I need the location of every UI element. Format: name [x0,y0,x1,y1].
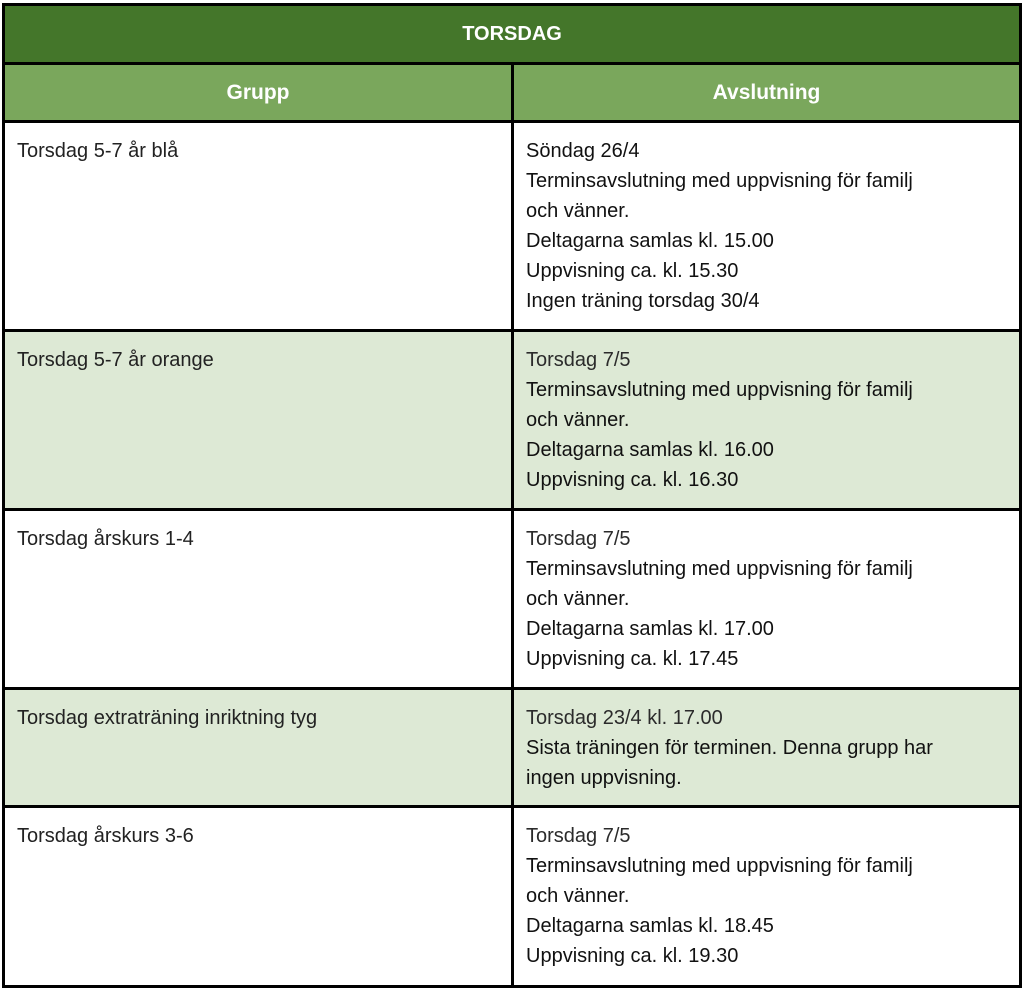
ending-line: och vänner. [526,200,630,222]
group-name: Torsdag extraträning inriktning tyg [17,707,318,729]
ending-line: Terminsavslutning med uppvisning för familj [526,170,913,192]
ending-line: Uppvisning ca. kl. 17.45 [526,648,739,670]
ending-line: och vänner. [526,885,630,907]
table-row [4,122,1021,331]
group-name: Torsdag 5-7 år orange [17,349,214,371]
group-name: Torsdag 5-7 år blå [17,140,179,162]
ending-line: Terminsavslutning med uppvisning för familj [526,379,913,401]
ending-cell [513,689,1021,807]
ending-line: Terminsavslutning med uppvisning för familj [526,558,913,580]
ending-line: Deltagarna samlas kl. 18.45 [526,915,774,937]
group-name: Torsdag årskurs 1-4 [17,528,194,550]
table-row [4,331,1021,510]
group-cell [4,331,513,510]
header-row [4,64,1021,122]
ending-line: Deltagarna samlas kl. 17.00 [526,618,774,640]
ending-line: Sista träningen för terminen. Denna grupp har [526,737,933,759]
ending-cell [513,807,1021,987]
schedule-table [2,3,1022,988]
ending-line: och vänner. [526,588,630,610]
ending-cell [513,122,1021,331]
group-name: Torsdag årskurs 3-6 [17,825,194,847]
ending-date: Torsdag 23/4 kl. 17.00 [526,707,723,729]
ending-date: Söndag 26/4 [526,140,640,162]
table-row [4,510,1021,689]
ending-line: Deltagarna samlas kl. 16.00 [526,439,774,461]
ending-date: Torsdag 7/5 [526,349,631,371]
ending-line: och vänner. [526,409,630,431]
ending-cell [513,331,1021,510]
group-cell [4,510,513,689]
ending-line: Terminsavslutning med uppvisning för familj [526,855,913,877]
table-row [4,689,1021,807]
table-row [4,807,1021,987]
ending-line: ingen uppvisning. [526,767,682,789]
ending-line: Uppvisning ca. kl. 19.30 [526,945,739,967]
ending-line: Ingen träning torsdag 30/4 [526,290,760,312]
group-cell [4,689,513,807]
ending-cell [513,510,1021,689]
ending-line: Deltagarna samlas kl. 15.00 [526,230,774,252]
ending-date: Torsdag 7/5 [526,528,631,550]
group-cell [4,807,513,987]
ending-date: Torsdag 7/5 [526,825,631,847]
column-header-group: Grupp [4,64,513,122]
column-header-ending: Avslutning [513,64,1021,122]
ending-line: Uppvisning ca. kl. 15.30 [526,260,739,282]
table-title: TORSDAG [4,5,1021,64]
ending-line: Uppvisning ca. kl. 16.30 [526,469,739,491]
group-cell [4,122,513,331]
title-row [4,5,1021,64]
